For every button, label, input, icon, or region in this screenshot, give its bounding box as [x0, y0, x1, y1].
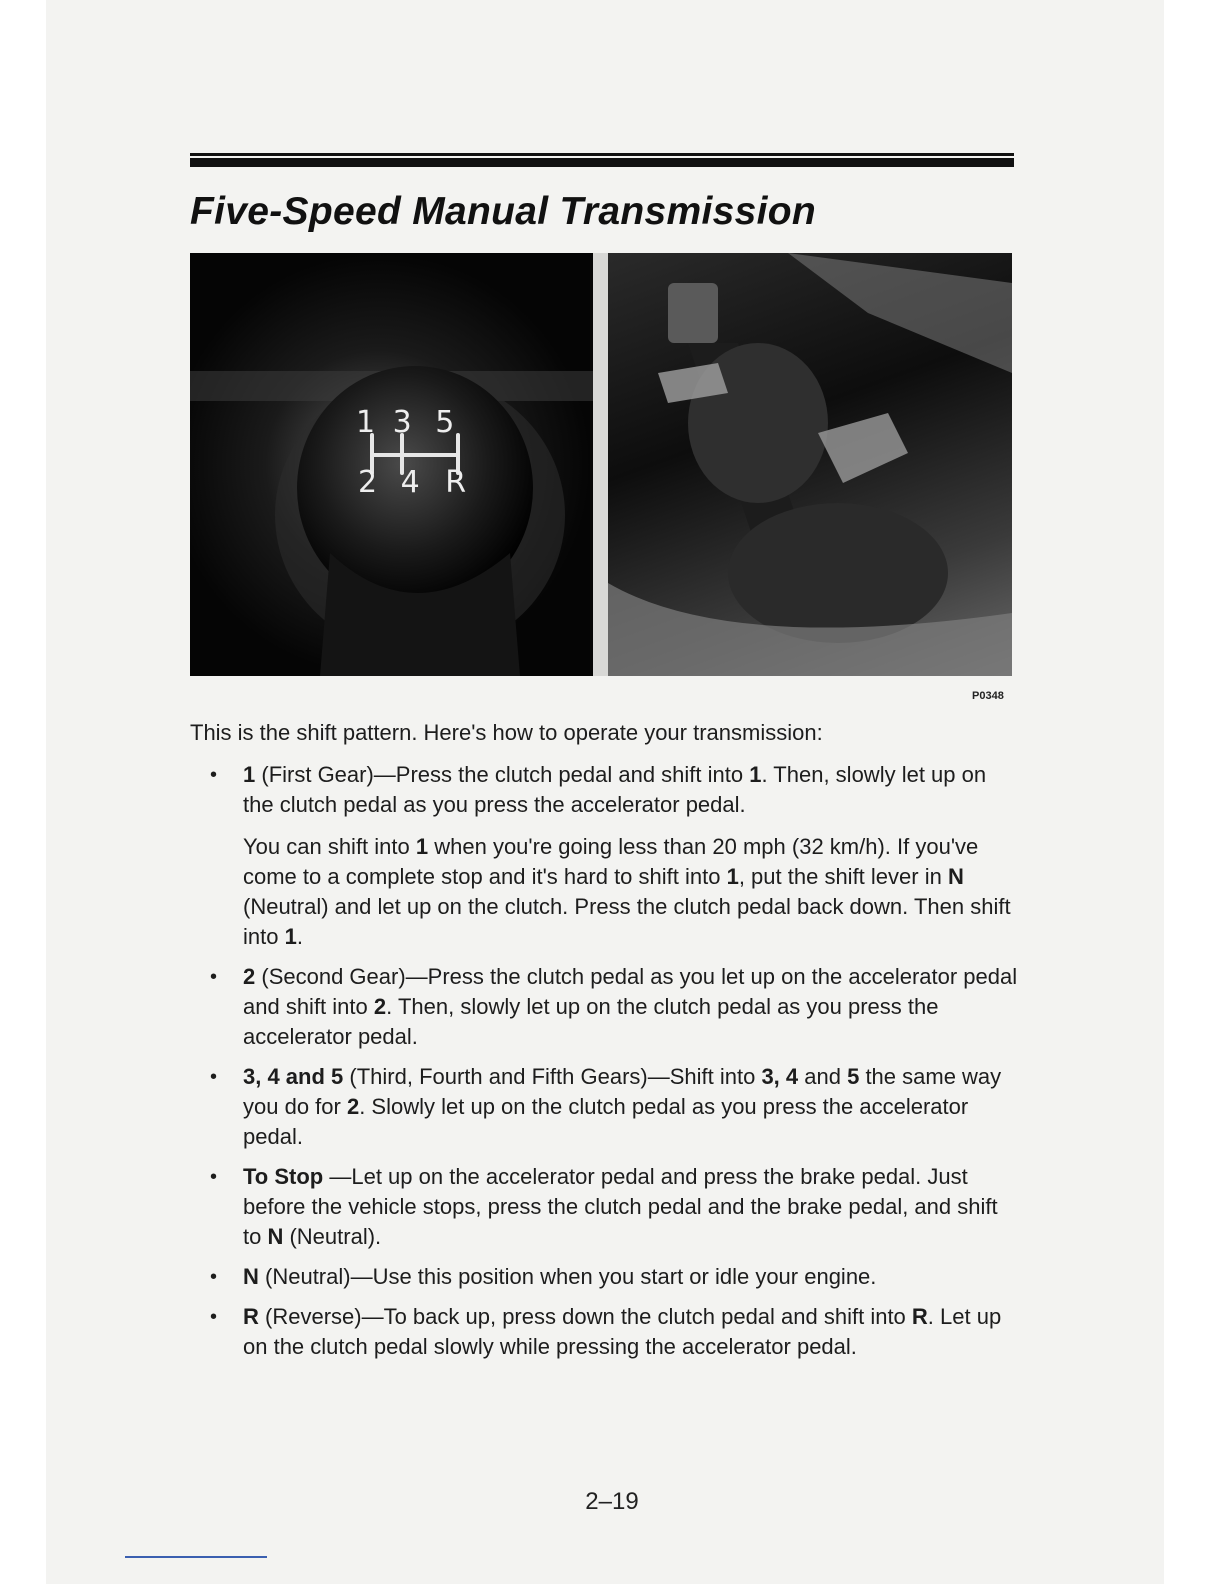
text-segment: (Reverse)—To back up, press down the clutch pedal and shift into	[258, 1304, 912, 1329]
bold-term: 1	[749, 762, 762, 787]
photo-panel	[190, 253, 1012, 676]
page-title: Five-Speed Manual Transmission	[190, 190, 816, 233]
bold-term: 3, 4	[761, 1064, 799, 1089]
list-item-paragraph	[243, 832, 1020, 952]
text-segment: and	[798, 1064, 848, 1089]
text-segment: .	[296, 924, 303, 949]
list-item	[190, 962, 1020, 1052]
shift-lever-photo	[608, 253, 1012, 676]
bold-term: 5	[847, 1064, 860, 1089]
bold-term: 2	[346, 1094, 360, 1119]
list-item	[190, 1262, 1020, 1292]
text-segment: (Third, Fourth and Fifth Gears)—Shift into	[343, 1064, 762, 1089]
knob-number: 4	[400, 465, 420, 500]
bullet-icon: •	[210, 764, 218, 786]
bold-term: N	[947, 864, 964, 889]
knob-number: 2	[358, 465, 378, 500]
list-item-paragraph	[243, 1162, 1020, 1252]
bold-term: 1	[243, 762, 256, 787]
intro-text: This is the shift pattern. Here's how to operate your transmission:	[190, 720, 823, 745]
header-rule-thin	[190, 153, 1014, 156]
shift-lever-illustration	[608, 253, 1012, 676]
bullet-icon: •	[210, 1306, 218, 1328]
list-item-paragraph	[243, 1062, 1020, 1152]
knob-number: 3	[392, 405, 412, 440]
text-segment: . Let up on the clutch pedal slowly while pressing the accelerator pedal.	[243, 1304, 1002, 1359]
text-segment: (First Gear)—Press the clutch pedal and shift into	[255, 762, 750, 787]
text-segment: the same way you do for	[243, 1064, 1002, 1119]
bold-term: 3, 4 and 5	[243, 1064, 344, 1089]
bold-term: To Stop	[243, 1164, 324, 1189]
knob-number: R	[445, 465, 467, 500]
text-segment: (Neutral) and let up on the clutch. Press the clutch pedal back down. Then shift into	[243, 894, 1011, 949]
text-segment: . Then, slowly let up on the clutch pedal as you press the accelerator pedal.	[243, 762, 987, 817]
list-item	[190, 1062, 1020, 1152]
instruction-list	[190, 760, 1020, 1372]
header-rule-thick	[190, 158, 1014, 167]
knob-bottom-numbers	[358, 465, 466, 500]
bold-term: 2	[373, 994, 387, 1019]
list-item	[190, 760, 1020, 952]
list-item-paragraph	[243, 1302, 1020, 1362]
text-segment: (Second Gear)—Press the clutch pedal as you let up on the accelerator pedal and shift into	[243, 964, 1018, 1019]
knob-top-numbers	[356, 405, 454, 440]
knob-number: 1	[356, 405, 376, 440]
list-item-paragraph	[243, 760, 1020, 820]
list-item	[190, 1302, 1020, 1362]
bullet-icon: •	[210, 1066, 218, 1088]
bullet-icon: •	[210, 1266, 218, 1288]
bold-term: R	[911, 1304, 928, 1329]
bold-term: R	[243, 1304, 259, 1329]
page-number: 2–19	[585, 1488, 639, 1515]
bullet-icon: •	[210, 1166, 218, 1188]
bullet-icon: •	[210, 966, 218, 988]
bold-term: 1	[415, 834, 429, 859]
list-item	[190, 1162, 1020, 1252]
bold-term: N	[243, 1264, 259, 1289]
bold-term: N	[267, 1224, 284, 1249]
knob-number: 5	[435, 405, 455, 440]
text-segment: . Then, slowly let up on the clutch pedal as you press the accelerator pedal.	[243, 994, 939, 1049]
shift-knob-photo	[190, 253, 593, 676]
text-segment: , put the shift lever in	[738, 864, 948, 889]
text-segment: when you're going less than 20 mph (32 km/h). If you've come to a complete stop and it's hard to shift into	[243, 834, 979, 889]
text-segment: (Neutral).	[283, 1224, 382, 1249]
bold-term: 2	[243, 964, 256, 989]
list-item-paragraph	[243, 962, 1020, 1052]
text-segment: —Let up on the accelerator pedal and press the brake pedal. Just before the vehicle stops, press the clutch pedal and the brake pedal, and shift to	[243, 1164, 998, 1249]
bold-term: 1	[284, 924, 297, 949]
list-item-paragraph	[243, 1262, 1020, 1292]
footer-line	[125, 1556, 267, 1558]
text-segment: (Neutral)—Use this position when you start or idle your engine.	[258, 1264, 877, 1289]
photo-code: P0348	[972, 690, 1004, 702]
text-segment: You can shift into	[243, 834, 416, 859]
bold-term: 1	[726, 864, 739, 889]
text-segment: . Slowly let up on the clutch pedal as you press the accelerator pedal.	[243, 1094, 969, 1149]
photo-divider	[593, 253, 608, 676]
